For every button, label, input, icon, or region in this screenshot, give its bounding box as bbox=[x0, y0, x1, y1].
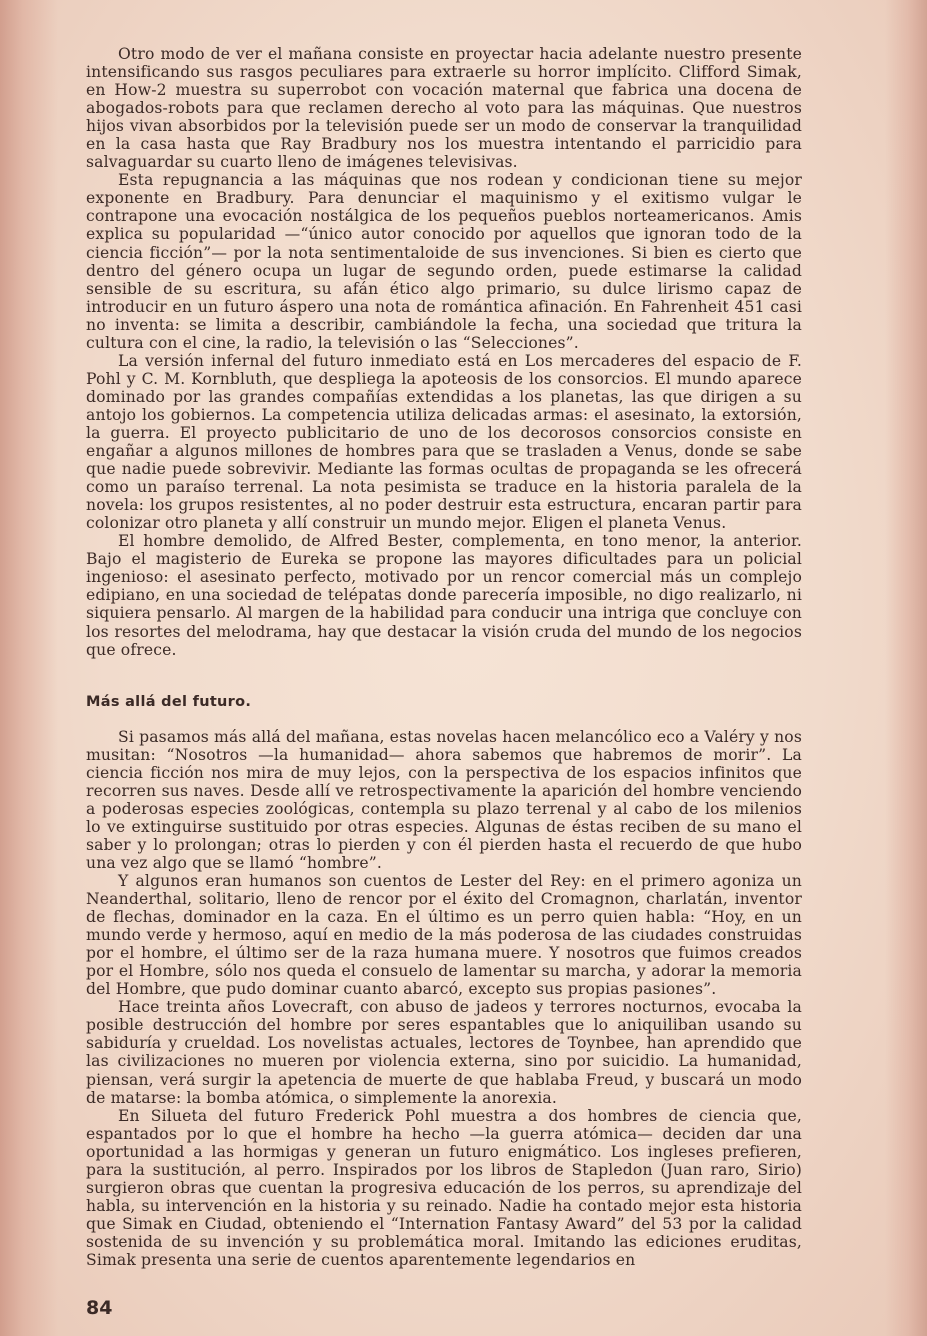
paragraph-3: La versión infernal del futuro inmediato está en Los mercaderes del espacio de F. Pohl y C. M. Kornbluth, que despliega la apoteosis de los consorcios. El mundo aparece dominado por las grandes compañías extendidas a los planetas, las que dirigen a su antojo los gobiernos. La competencia utiliza delicadas armas: el asesinato, la extorsión, la guerra. El proyecto publicitario de uno de los decorosos consorcios consiste en engañar a algunos millones de hombres para que se trasladen a Venus, donde se sabe que nadie puede sobrevivir. Mediante las formas ocultas de propaganda se les ofrecerá como un paraíso terrenal. La nota pesimista se traduce en la historia paralela de la novela: los grupos resistentes, al no poder destruir esta estructura, encaran partir para colonizar otro planeta y allí construir un mundo mejor. Eligen el planeta Venus. bbox=[86, 351, 802, 533]
paragraph-7: Hace treinta años Lovecraft, con abuso de jadeos y terrores nocturnos, evocaba la posible destrucción del hombre por seres espantables que lo aniquiliban usando su sabiduría y crueldad. Los novelistas actuales, lectores de Toynbee, han aprendido que las civilizaciones no mueren por violencia externa, sino por suicidio. La humanidad, piensan, verá surgir la apetencia de muerte de que hablaba Freud, y buscará un modo de matarse: la bomba atómica, o simplemente la anorexia. bbox=[86, 998, 802, 1107]
page-edge-left bbox=[0, 0, 58, 1336]
paragraph-1: Otro modo de ver el mañana consiste en proyectar hacia adelante nuestro presente intensificando sus rasgos peculiares para extraerle su horror implícito. Clifford Simak, en How-2 muestra su superrobot con vocación maternal que fabrica una docena de abogados-robots para que reclamen derecho al voto para las máquinas. Que nuestros hijos vivan absorbidos por la televisión puede ser un modo de conservar la tranquilidad en la casa hasta que Ray Bradbury nos los muestra intentando el parricidio para salvaguardar su cuarto lleno de imágenes televisivas. bbox=[86, 45, 802, 172]
body-text bbox=[86, 45, 802, 1269]
paragraph-8: En Silueta del futuro Frederick Pohl muestra a dos hombres de ciencia que, espantados por lo que el hombre ha hecho —la guerra atómica— deciden dar una oportunidad a las hormigas y generan un futuro enigmático. Los ingleses prefieren, para la sustitución, al perro. Inspirados por los libros de Stapledon (Juan raro, Sirio) surgieron obras que cuentan la progresiva educación de los perros, su aprendizaje del habla, su intervención en la historia y su reinado. Nadie ha contado mejor esta historia que Simak en Ciudad, obteniendo el “Internation Fantasy Award” del 53 por la calidad sostenida de su invención y su problemática moral. Imitando las ediciones eruditas, Simak presenta una serie de cuentos aparentemente legendarios en bbox=[86, 1106, 802, 1269]
paragraph-6: Y algunos eran humanos son cuentos de Lester del Rey: en el primero agoniza un Neanderthal, solitario, lleno de rencor por el éxito del Cromagnon, charlatán, inventor de flechas, dominador en la caza. En el último es un perro quien habla: “Hoy, en un mundo verde y hermoso, aquí en medio de la más poderosa de las ciudades construidas por el hombre, el último ser de la raza humana muere. Y nosotros que fuimos creados por el Hombre, sólo nos queda el consuelo de lamentar su marcha, y adorar la memoria del Hombre, que pudo dominar cuanto abarcó, excepto sus propias pasiones”. bbox=[86, 872, 802, 999]
page-edge-right bbox=[885, 0, 927, 1336]
paragraph-2: Esta repugnancia a las máquinas que nos rodean y condicionan tiene su mejor exponente en Bradbury. Para denunciar el maquinismo y el exitismo vulgar le contrapone una evocación nostálgica de los pequeños pueblos norteamericanos. Amis explica su popularidad —“único autor conocido por aquellos que ignoran todo de la ciencia ficción”— por la nota sentimentaloide de sus invenciones. Si bien es cierto que dentro del género ocupa un lugar de segundo orden, puede estimarse la calidad sensible de su escritura, su afán ético algo primario, su dulce lirismo capaz de introducir en un futuro áspero una nota de romántica afinación. En Fahrenheit 451 casi no inventa: se limita a describir, cambiándole la fecha, una sociedad que tritura la cultura con el cine, la radio, la televisión o las “Selecciones”. bbox=[86, 171, 802, 352]
paragraph-4: El hombre demolido, de Alfred Bester, complementa, en tono menor, la anterior. Bajo el magisterio de Eureka se propone las mayores dificultades para un policial ingenioso: el asesinato perfecto, motivado por un rencor comercial más un complejo edipiano, en una sociedad de telépatas donde parecería imposible, no digo realizarlo, ni siquiera pensarlo. Al margen de la habilidad para conducir una intriga que concluye con los resortes del melodrama, hay que destacar la visión cruda del mundo de los negocios que ofrece. bbox=[86, 532, 802, 659]
paragraph-5: Si pasamos más allá del mañana, estas novelas hacen melancólico eco a Valéry y nos musitan: “Nosotros —la humanidad— ahora sabemos que habremos de morir”. La ciencia ficción nos mira de muy lejos, con la perspectiva de los espacios infinitos que recorren sus naves. Desde allí ve retrospectivamente la aparición del hombre venciendo a poderosas especies zoológicas, contempla su plazo terrenal y al cabo de los milenios lo ve extinguirse sustituido por otras especies. Algunas de éstas reciben de su mano el saber y lo prolongan; otras lo pierden y con él pierden hasta el recuerdo de que hubo una vez algo que se llamó “hombre”. bbox=[86, 727, 802, 872]
page-number: 84 bbox=[86, 1297, 113, 1319]
section-heading: Más allá del futuro. bbox=[86, 693, 252, 710]
